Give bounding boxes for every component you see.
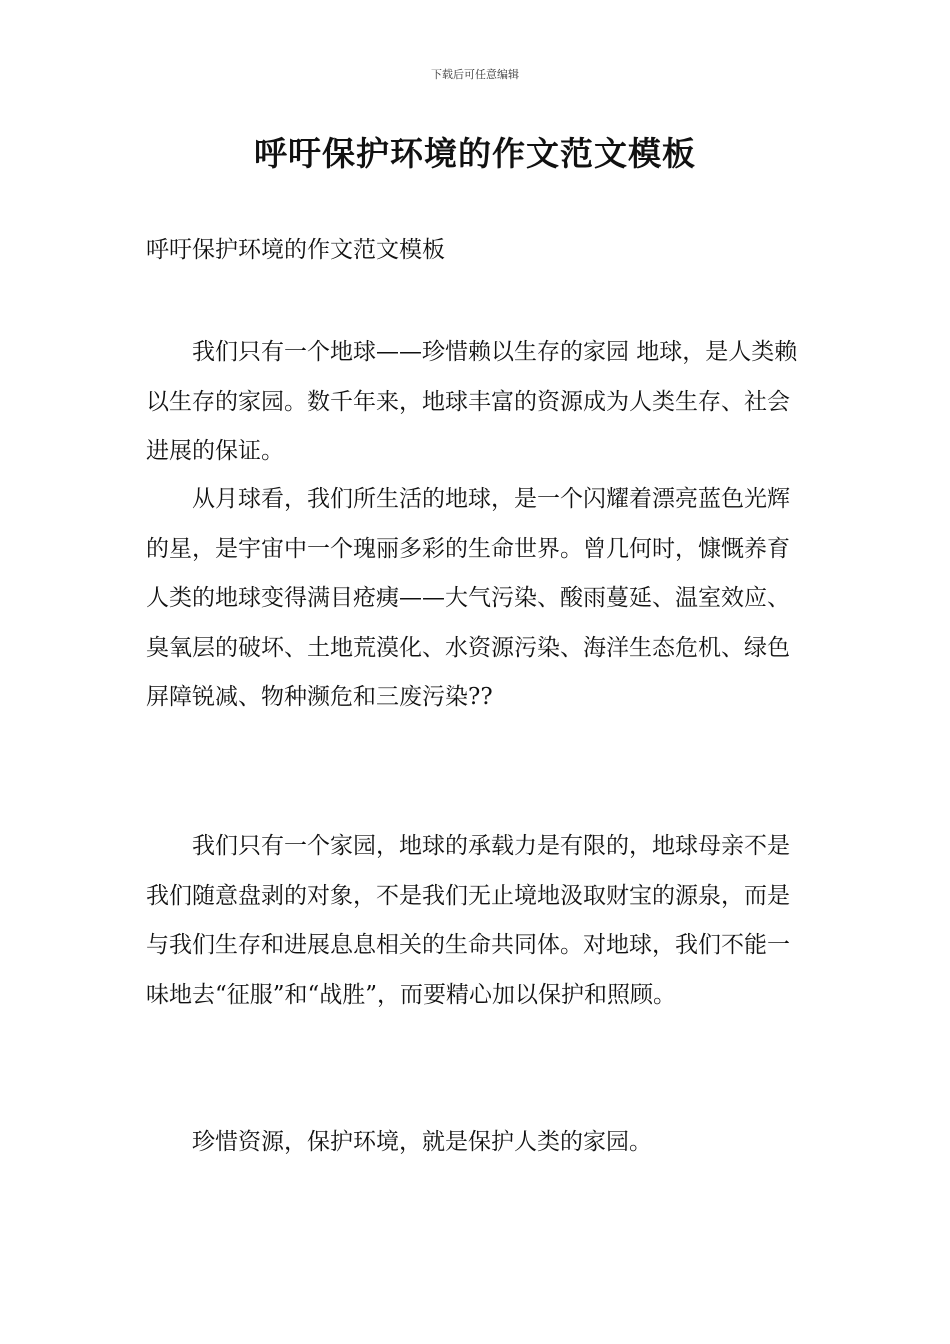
document-title: 呼吁保护环境的作文范文模板	[254, 134, 696, 173]
document-subtitle: 呼吁保护环境的作文范文模板	[146, 237, 445, 263]
paragraph-2: 从月球看，我们所生活的地球，是一个闪耀着漂亮蓝色光辉的星，是宇宙中一个瑰丽多彩的生命世界。曾几何时，慷慨养育人类的地球变得满目疮痍——大气污染、酸雨蔓延、温室效应、臭氧层的破坏、土地荒漠化、水资源污染、海洋生态危机、绿色屏障锐减、物种濒危和三废污染??	[146, 486, 790, 711]
paragraph-3: 我们只有一个家园，地球的承载力是有限的，地球母亲不是我们随意盘剥的对象，不是我们无止境地汲取财宝的源泉，而是与我们生存和进展息息相关的生命共同体。对地球，我们不能一味地去“征服”和“战胜”，而要精心加以保护和照顾。	[146, 833, 790, 1008]
paragraph-4: 珍惜资源，保护环境，就是保护人类的家园。	[192, 1129, 652, 1155]
header-note: 下载后可任意编辑	[431, 68, 519, 81]
paragraph-1: 我们只有一个地球——珍惜赖以生存的家园 地球，是人类赖以生存的家园。数千年来，地球丰富的资源成为人类生存、社会进展的保证。	[146, 339, 798, 465]
